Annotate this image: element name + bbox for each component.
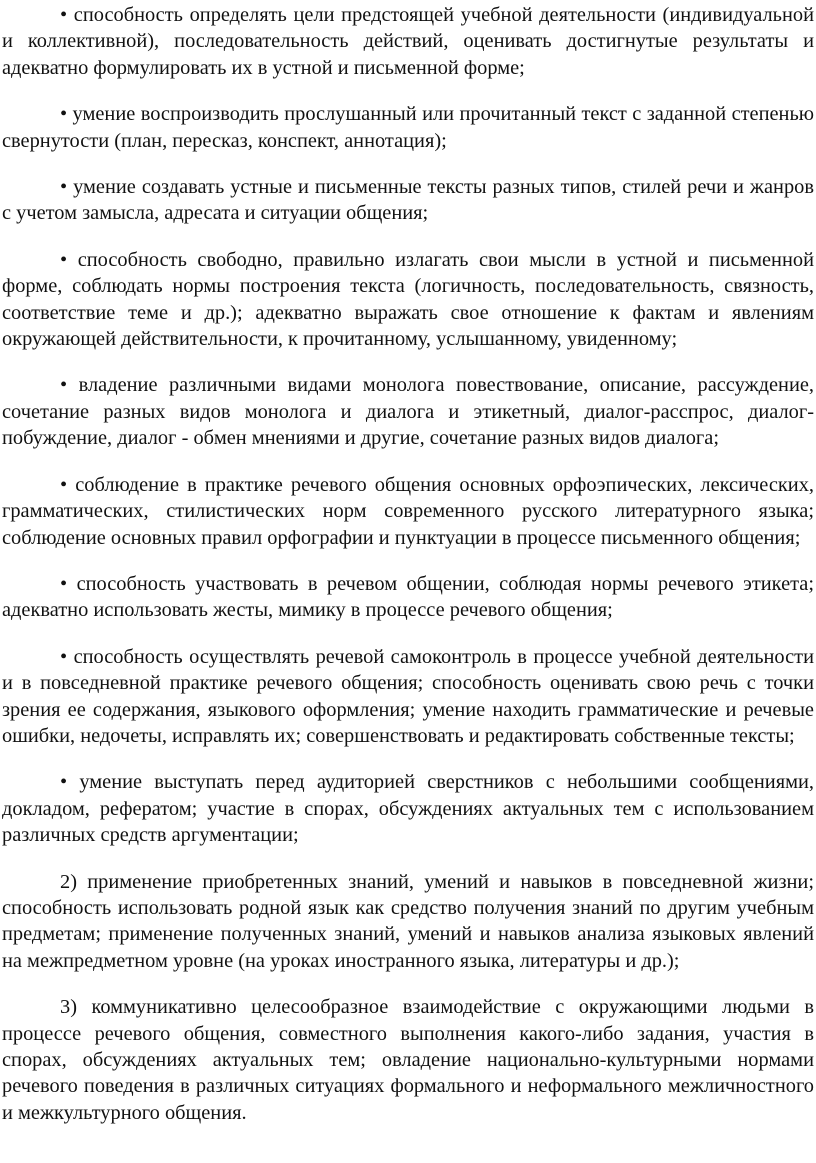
bullet-paragraph-reproduce-text: • умение воспроизводить прослушанный или прочитанный текст с заданной степенью свернутости (план, пересказ, конспект, аннотация); [2, 103, 814, 152]
bullet-paragraph-goals: • способность определять цели предстоящей учебной деятельности (индивидуальной и коллективной), последовательность действий, оценивать достигнутые результаты и адекватно формулировать их в устной и письменной форме; [2, 4, 814, 79]
bullet-paragraph-speech-etiquette: • способность участвовать в речевом общении, соблюдая нормы речевого этикета; адекватно использовать жесты, мимику в процессе речевого общения; [2, 572, 814, 622]
bullet-paragraph-create-texts: • умение создавать устные и письменные тексты разных типов, стилей речи и жанров с учетом замысла, адресата и ситуации общения; [2, 176, 814, 225]
numbered-paragraph-3: 3) коммуникативно целесообразное взаимодействие с окружающими людьми в процессе речевого общения, совместного выполнения какого-либо задания, участия в спорах, обсуждениях актуальных тем; овладение национально-культурными нормами речевого поведения в различных ситуациях формального и неформального межличностного и межкультурного общения. [2, 996, 814, 1124]
bullet-paragraph-language-norms: • соблюдение в практике речевого общения основных орфоэпических, лексических, грамматических, стилистических норм современного русского литературного языка; соблюдение основных правил орфографии и пунктуации в процессе письменного общения; [2, 473, 814, 549]
bullet-paragraph-express-thoughts: • способность свободно, правильно излагать свои мысли в устной и письменной форме, соблюдать нормы построения текста (логичность, последовательность, связность, соответствие теме и др.); адекватно выражать свое отношение к фактам и явлениям окружающей действительности, к прочитанному, услышанному, увиденному; [2, 248, 814, 351]
numbered-paragraph-2: 2) применение приобретенных знаний, умений и навыков в повседневной жизни; способность использовать родной язык как средство получения знаний по другим учебным предметам; применение полученных знаний, умений и навыков анализа языковых явлений на межпредметном уровне (на уроках иностранного языка, литературы и др.); [2, 870, 814, 972]
bullet-paragraph-monologue-dialogue: • владение различными видами монолога повествование, описание, рассуждение, сочетание разных видов монолога и диалога и этикетный, диалог-расспрос, диалог-побуждение, диалог - обмен мнениями и другие, сочетание разных видов диалога; [2, 374, 814, 450]
bullet-paragraph-public-speaking: • умение выступать перед аудиторией сверстников с небольшими сообщениями, докладом, рефератом; участие в спорах, обсуждениях актуальных тем с использованием различных средств аргументации; [2, 771, 814, 847]
bullet-paragraph-self-control: • способность осуществлять речевой самоконтроль в процессе учебной деятельности и в повседневной практике речевого общения; способность оценивать свою речь с точки зрения ее содержания, языкового оформления; умение находить грамматические и речевые ошибки, недочеты, исправлять их; совершенствовать и редактировать собственные тексты; [2, 645, 814, 747]
